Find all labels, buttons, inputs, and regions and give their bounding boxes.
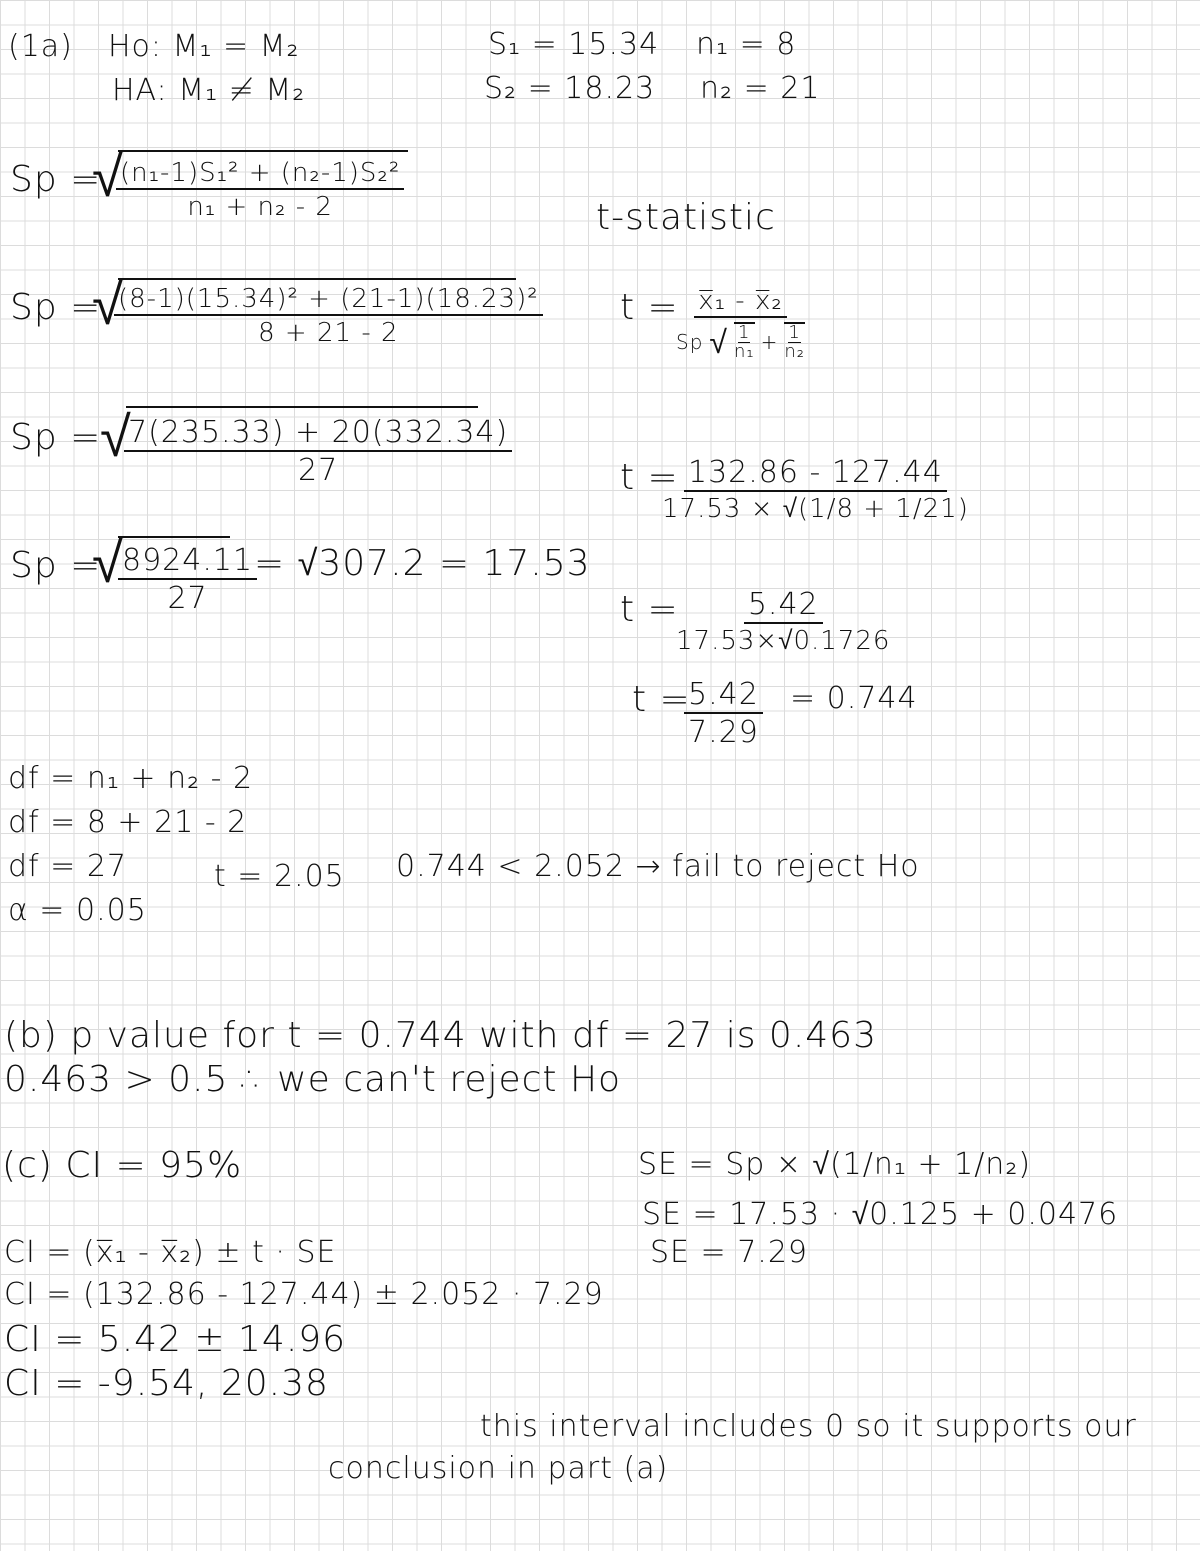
sqrt-symbol-3: √	[100, 405, 131, 470]
t-label-2: t =	[620, 457, 679, 498]
t-formula-sqrt-symbol: √	[709, 322, 728, 361]
t-formula-frac1-den: n₁	[733, 341, 755, 362]
sp-fraction-2-denominator: 8 + 21 - 2	[258, 318, 399, 348]
se-line-3: SE = 7.29	[650, 1235, 809, 1270]
t-result: = 0.744	[790, 681, 918, 716]
sample-size-2: n₂ = 21	[700, 71, 821, 106]
t-formula-frac2-num: 1	[788, 322, 801, 343]
t-fraction-2-denominator: 17.53 × √(1/8 + 1/21)	[662, 494, 969, 524]
t-fraction-4-numerator: 5.42	[684, 680, 763, 714]
sp-fraction-4-denominator: 27	[167, 581, 208, 616]
sqrt-bar-2	[118, 278, 516, 280]
sp-fraction-4-numerator: 8924.11	[118, 546, 257, 580]
se-line-1: SE = Sp × √(1/n₁ + 1/n₂)	[638, 1147, 1032, 1182]
sp-label-1: Sp =	[10, 159, 102, 200]
t-fraction-2	[662, 455, 969, 524]
df-line-3: df = 27	[8, 849, 127, 884]
sp-label-2: Sp =	[10, 287, 102, 328]
part-a-label: (1a)	[8, 29, 73, 64]
t-label-3: t =	[620, 589, 679, 630]
df-line-1: df = n₁ + n₂ - 2	[8, 761, 254, 796]
ci-line-2: CI = (132.86 - 127.44) ± 2.052 · 7.29	[4, 1277, 604, 1312]
sp-fraction-3-denominator: 27	[298, 453, 339, 488]
t-fraction-2-numerator: 132.86 - 127.44	[684, 458, 947, 492]
sqrt-symbol-1: √	[92, 145, 123, 210]
part-c-ci-level: (c) CI = 95%	[2, 1145, 243, 1186]
sqrt-bar-3	[126, 406, 478, 408]
part-b-line-2: 0.463 > 0.5 ∴ we can't reject Ho	[4, 1059, 622, 1100]
alpha-line: α = 0.05	[8, 893, 147, 928]
alternative-hypothesis: HA: M₁ ≠ M₂	[112, 73, 306, 108]
part-a-conclusion: 0.744 < 2.052 → fail to reject Ho	[396, 849, 920, 884]
sp-label-3: Sp =	[10, 417, 102, 458]
t-formula-frac2-den: n₂	[784, 341, 805, 362]
sp-fraction-2-numerator: (8-1)(15.34)² + (21-1)(18.23)²	[114, 286, 543, 316]
t-fraction-4-denominator: 7.29	[688, 715, 759, 750]
se-line-2: SE = 17.53 · √0.125 + 0.0476	[642, 1197, 1119, 1232]
sample-sd-2: S₂ = 18.23	[484, 71, 656, 106]
t-fraction-4	[684, 677, 763, 750]
t-statistic-title: t-statistic	[596, 197, 776, 238]
t-formula-frac1-num: 1	[738, 322, 751, 343]
df-line-2: df = 8 + 21 - 2	[8, 805, 248, 840]
ci-line-3: CI = 5.42 ± 14.96	[4, 1319, 347, 1360]
interval-note-line-2: conclusion in part (a)	[328, 1451, 669, 1486]
t-fraction-3	[676, 587, 891, 656]
sp-fraction-1-numerator: (n₁-1)S₁² + (n₂-1)S₂²	[116, 160, 404, 190]
t-formula-sp: Sp	[676, 329, 704, 354]
t-label-1: t =	[620, 287, 679, 328]
part-b-line-1: (b) p value for t = 0.744 with df = 27 is 0.463	[4, 1015, 877, 1056]
sp-fraction-3	[124, 415, 512, 488]
t-formula-numerator: x̅₁ - x̅₂	[694, 288, 787, 318]
null-hypothesis: Ho: M₁ = M₂	[108, 29, 300, 64]
sp-label-4: Sp =	[10, 545, 102, 586]
sqrt-symbol-4: √	[92, 531, 123, 596]
sample-sd-1: S₁ = 15.34	[488, 27, 660, 62]
sp-fraction-3-numerator: 7(235.33) + 20(332.34)	[124, 418, 512, 452]
sp-result: = √307.2 = 17.53	[254, 543, 591, 584]
t-fraction-3-numerator: 5.42	[744, 590, 823, 624]
ci-line-1: CI = (x̅₁ - x̅₂) ± t · SE	[4, 1235, 337, 1270]
sp-fraction-1	[116, 160, 404, 220]
sp-fraction-4	[118, 543, 257, 616]
sqrt-bar-4	[118, 536, 230, 538]
t-fraction-3-denominator: 17.53×√0.1726	[676, 626, 891, 656]
interval-note-line-1: this interval includes 0 so it supports our	[480, 1409, 1137, 1444]
t-critical: t = 2.05	[214, 859, 345, 894]
sample-size-1: n₁ = 8	[696, 27, 797, 62]
sqrt-symbol-2: √	[92, 273, 123, 338]
ci-line-4: CI = -9.54, 20.38	[4, 1363, 329, 1404]
sp-fraction-1-denominator: n₁ + n₂ - 2	[187, 192, 333, 222]
sqrt-bar-1	[118, 150, 408, 152]
sp-fraction-2	[114, 286, 543, 346]
t-label-4: t =	[632, 679, 691, 720]
t-formula-fraction: x̅₁ - x̅₂ Sp √ $\frac{1}{\text{n₁}}$ + $\frac{1}{\text{n₂}}$	[676, 286, 805, 362]
